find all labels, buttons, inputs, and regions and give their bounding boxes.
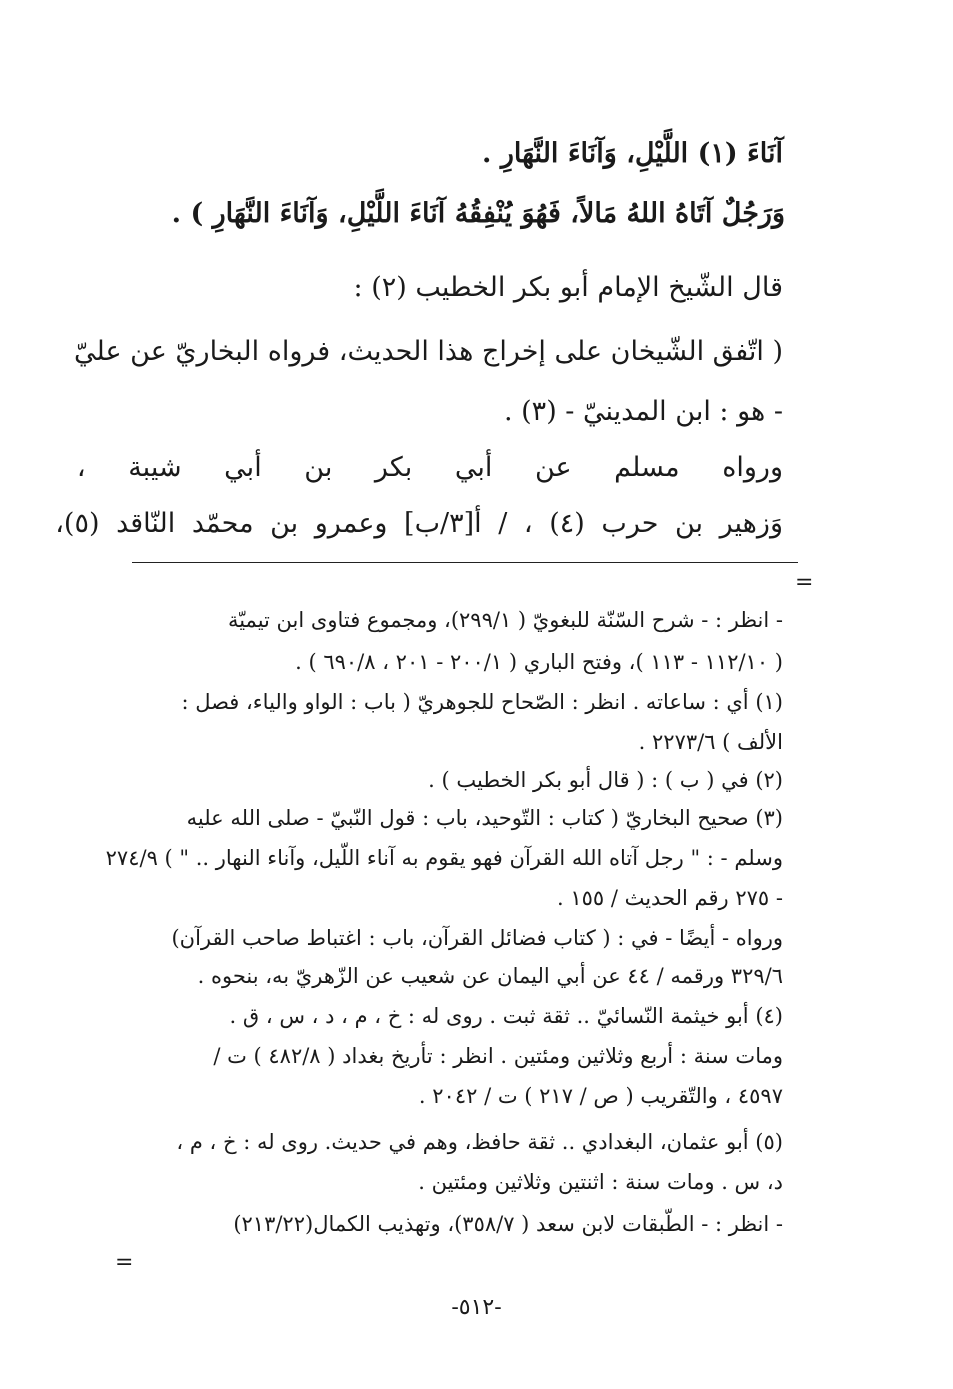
footnote-line-15: د، س . ومات سنة : اثنتين وثلاثين ومئتين . [418, 1170, 783, 1194]
main-line-1: آنَاءَ (١) اللَّيْلِ، وَآنَاءَ النَّهَارِ . [482, 138, 783, 169]
footnote-line-4: الألف ) ٢٢٧٣/٦ . [638, 730, 783, 754]
main-line-4: ( اتّفق الشّيخان على إخراج هذا الحديث، فرواه البخاريّ عن عليّ [74, 336, 783, 367]
main-line-2: وَرَجُلٌ آتَاهُ اللهُ مَالاً، فَهُوَ يُنْفِقُهُ آنَاءَ اللَّيْلِ، وَآنَاءَ النَّهَارِ ) . [171, 198, 785, 229]
footnote-line-10: ٣٢٩/٦ ورقمه / ٤٤ عن أبي اليمان عن شعيب عن الزّهريّ به، بنحوه . [197, 964, 783, 988]
footnote-line-16: - انظر : - الطّبقات لابن سعد ( ٣٥٨/٧)، وتهذيب الكمال(٢١٣/٢٢) [233, 1212, 783, 1236]
main-line-7: وَزهير بن حرب (٤) ، / أ[٣/ب] وعمرو بن محمّد النّاقد (٥)، [55, 508, 783, 539]
footnote-divider [132, 562, 798, 563]
footnote-line-5: (٢) في ( ب ) : ( قال أبو بكر الخطيب ) . [428, 768, 783, 792]
footnote-line-8: - ٢٧٥ رقم الحديث / ١٥٥ . [556, 886, 783, 910]
main-line-6: ورواه مسلم عن أبي بكر بن أبي شيبة ، [76, 452, 783, 483]
footnote-line-1: - انظر : - شرح السّنّة للبغويّ ( ٢٩٩/١)، ومجموع فتاوى ابن تيميّة [227, 608, 783, 632]
footnote-line-13: ٤٥٩٧ ، والتّقريب ( ص / ٢١٧ ) ت / ٢٠٤٢ . [418, 1084, 783, 1108]
footnote-line-7: وسلم - : " رجل آتاه الله القرآن فهو يقوم به آناء اللّيل، وآناء النهار .. " ) ٢٧٤/٩ [105, 846, 783, 870]
footnote-line-9: ورواه - أيضًا - في : ( كتاب فضائل القرآن، باب : اغتباط صاحب القرآن) [171, 926, 783, 950]
footnote-line-14: (٥) أبو عثمان، البغدادي .. ثقة حافظ، وهم في حديث. روى له : خ ، م ، [176, 1130, 783, 1154]
continuation-mark-top: = [795, 570, 814, 595]
main-line-3: قال الشّيخ الإمام أبو بكر الخطيب (٢) : [353, 272, 783, 303]
continuation-mark-bottom: = [115, 1250, 134, 1275]
footnote-line-3: (١) أي : ساعاته . انظر : الصّحاح للجوهريّ ( باب : الواو والياء، فصل : [181, 690, 783, 714]
footnote-line-12: ومات سنة : أربع وثلاثين ومئتين . انظر : تأريخ بغداد ( ٤٨٢/٨ ) ت / [213, 1044, 783, 1068]
footnote-line-11: (٤) أبو خيثمة النّسائيّ .. ثقة ثبت . روى له : خ ، م ، د ، س ، ق . [229, 1004, 783, 1028]
page-number: -٥١٢- [451, 1295, 502, 1320]
footnote-line-2: ( ١١٢/١٠ - ١١٣ )، وفتح الباري ( ٢٠٠/١ - ٢٠١ ، ٦٩٠/٨ ) . [295, 650, 783, 674]
footnote-line-6: (٣) صحيح البخاريّ ( كتاب : التّوحيد، باب : قول النّبيّ - صلى الله عليه [186, 806, 783, 830]
main-line-5: - هو : ابن المدينيّ - (٣) . [503, 396, 783, 427]
